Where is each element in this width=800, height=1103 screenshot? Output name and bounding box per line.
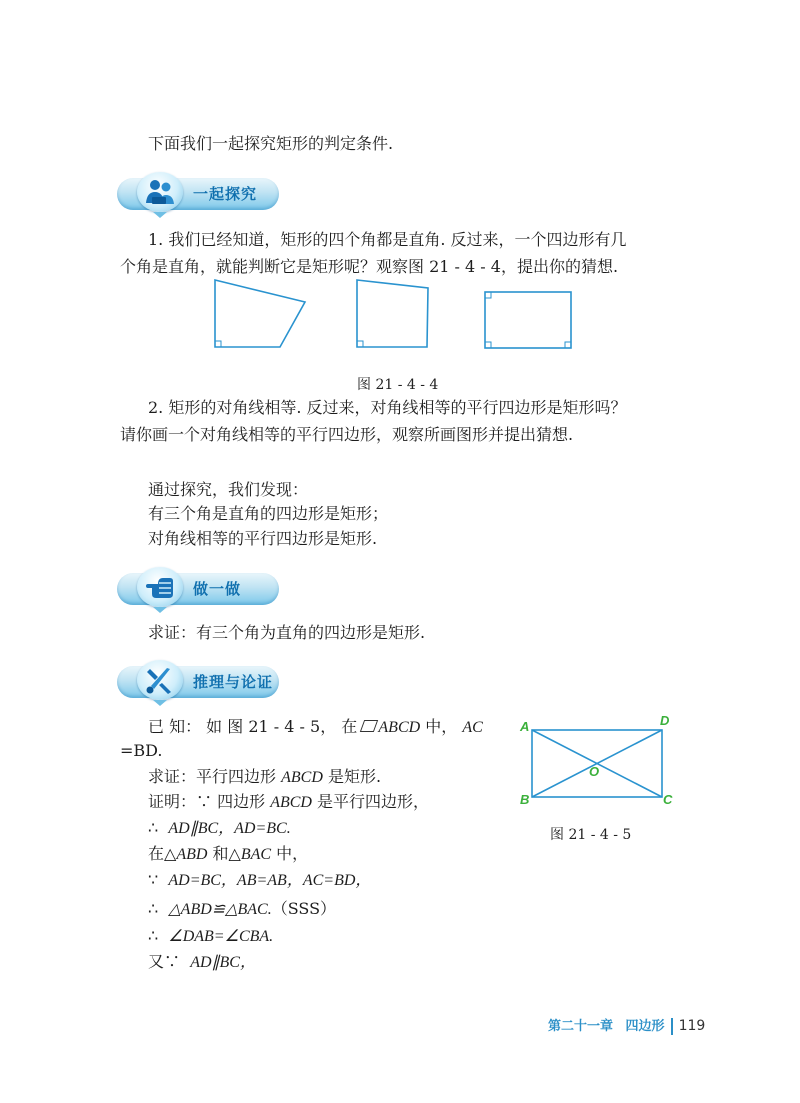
figure-caption-21-4-4: 图 21 - 4 - 4 — [357, 377, 439, 393]
point-label-o: O — [589, 764, 600, 779]
findings-line3: 对角线相等的平行四边形是矩形. — [148, 529, 378, 548]
explore-p2-line2: 请你画一个对角线相等的平行四边形，观察所画图形并提出猜想. — [120, 425, 574, 444]
explore-p1-line1: 1. 我们已经知道，矩形的四个角都是直角. 反过来，一个四边形有几 — [148, 230, 627, 249]
figure-quad-three-right-angles — [485, 292, 571, 348]
figure-quad-two-right-angles — [357, 280, 428, 347]
section-banner-explore — [117, 172, 279, 216]
point-label-d: D — [660, 713, 670, 728]
section-banner-reason — [117, 660, 279, 704]
findings-line1: 通过探究，我们发现： — [148, 480, 309, 499]
explore-p1-line2: 个角是直角，就能判断它是矩形呢？观察图 21 - 4 - 4，提出你的猜想. — [120, 257, 619, 276]
footer-chapter: 第二十一章 — [548, 1019, 614, 1034]
explore-p2-line1: 2. 矩形的对角线相等. 反过来，对角线相等的平行四边形是矩形吗？ — [148, 398, 627, 417]
page-number: 119 — [678, 1018, 706, 1034]
proof-step-5: ∴ ∠DAB=∠CBA. — [148, 926, 274, 945]
footer-divider — [671, 1018, 673, 1035]
findings-line2: 有三个角是直角的四边形是矩形； — [148, 504, 389, 523]
proof-step-2: 在△ABD 和△BAC 中， — [148, 844, 309, 863]
point-label-c: C — [663, 792, 673, 807]
parallelogram-symbol — [360, 720, 378, 732]
point-label-a: A — [520, 719, 530, 734]
figure-quad-one-right-angle — [215, 280, 305, 347]
proof-given-line2: =BD. — [120, 741, 163, 760]
people-icon — [137, 172, 183, 212]
section-title-reason: 推理与论证 — [193, 673, 274, 691]
page-footer — [548, 1015, 705, 1035]
section-title-explore: 一起探究 — [193, 185, 258, 203]
footer-title: 四边形 — [625, 1019, 665, 1034]
intro-text: 下面我们一起探究矩形的判定条件. — [148, 134, 394, 153]
hand-icon — [137, 567, 183, 607]
proof-start: 证明：∵ 四边形 ABCD 是平行四边形， — [148, 792, 430, 811]
proof-step-1: ∴ AD∥BC，AD=BC. — [148, 818, 291, 837]
do-text: 求证：有三个角为直角的四边形是矩形. — [148, 623, 426, 642]
section-title-do: 做一做 — [193, 580, 242, 598]
proof-prove: 求证：平行四边形 ABCD 是矩形. — [148, 767, 382, 786]
proof-step-3: ∵ AD=BC，AB=AB，AC=BD， — [148, 870, 372, 889]
point-label-b: B — [520, 792, 530, 807]
section-banner-do — [117, 567, 279, 611]
figure-caption-21-4-5: 图 21 - 4 - 5 — [550, 827, 632, 843]
proof-step-6: 又∵ AD∥BC， — [148, 952, 256, 971]
proof-step-4: ∴ △ABD≌△BAC.（SSS） — [148, 899, 337, 918]
tools-icon — [137, 660, 183, 700]
figure-21-4-4 — [205, 272, 585, 362]
proof-given-line1: 已 知： 如 图 21 - 4 - 5， 在 ABCD 中， AC — [148, 717, 483, 736]
